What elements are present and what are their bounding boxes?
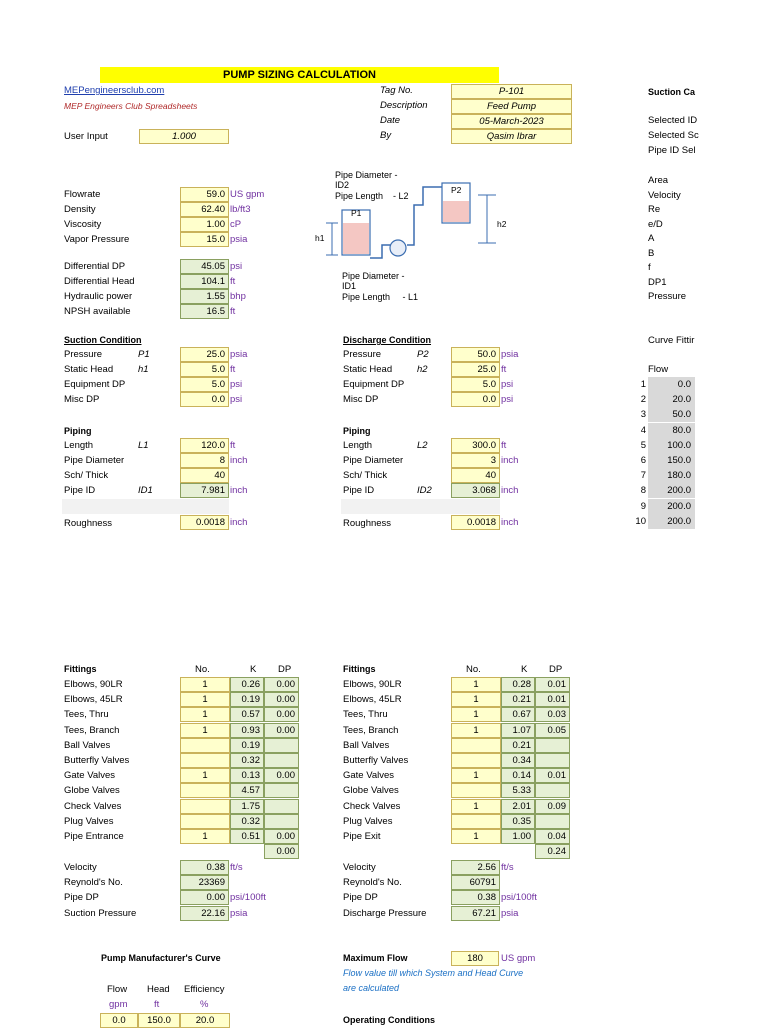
fittings_discharge-fitting-name: Gate Valves (343, 770, 395, 782)
site-subtitle: MEP Engineers Club Spreadsheets (64, 101, 198, 111)
right-label: e/D (648, 218, 663, 230)
fittings_discharge-fitting-name: Tees, Thru (343, 709, 388, 721)
date-field[interactable]: 05-March-2023 (451, 114, 572, 129)
result-value: 45.05 (180, 259, 229, 274)
fittings_suction-summary-value: 23369 (180, 875, 229, 890)
max-flow-label: Maximum Flow (343, 953, 408, 963)
fittings_discharge-summary-value: 60791 (451, 875, 500, 890)
discharge-piping-value: 3.068 (451, 483, 500, 498)
right-label: Selected Sc (648, 130, 699, 141)
suction-piping-unit: inch (230, 455, 248, 466)
fittings_discharge-summary-label: Discharge Pressure (343, 907, 427, 919)
fittings_suction-fitting-dp (264, 783, 299, 798)
process-unit: psia (230, 234, 248, 245)
fittings_suction-summary-value: 22.16 (180, 906, 229, 921)
suction-piping-value[interactable]: 40 (180, 468, 229, 483)
p1-text: P1 (351, 208, 362, 218)
curve-col-flow: Flow (107, 984, 128, 995)
fittings_discharge-fitting-dp: 0.05 (535, 723, 570, 738)
pipe-d1-label: Pipe Diameter - ID1 (342, 271, 405, 291)
curve-unit-efficiency: % (200, 999, 209, 1010)
fittings_suction-fitting-k: 0.19 (230, 738, 264, 753)
fittings_suction-fitting-dp (264, 814, 299, 829)
discharge-row-label: Misc DP (343, 394, 379, 405)
fittings_suction-fitting-name: Plug Valves (64, 815, 114, 827)
fittings_discharge-heading: Fittings (343, 664, 376, 674)
process-label: Flowrate (64, 189, 101, 200)
fittings_suction-fitting-dp (264, 738, 299, 753)
discharge-row-value[interactable]: 0.0 (451, 392, 500, 407)
fittings_suction-fitting-dp: 0.00 (264, 677, 299, 692)
fittings_suction-fitting-name: Globe Valves (64, 785, 120, 797)
suction-row-value[interactable]: 5.0 (180, 377, 229, 392)
fittings_suction-fitting-no[interactable]: 1 (180, 677, 230, 692)
result-label: Differential Head (64, 276, 135, 287)
fittings_suction-fitting-name: Elbows, 90LR (64, 679, 123, 690)
fittings_suction-summary-label: Velocity (64, 862, 97, 873)
discharge-piping-label: Pipe ID (343, 485, 375, 496)
fittings_suction-summary-value: 0.38 (180, 860, 229, 875)
discharge-piping-heading: Piping (343, 426, 371, 436)
flow-value: 200.0 (648, 514, 695, 529)
suction-roughness-unit: inch (230, 517, 248, 528)
fittings_discharge-fitting-no[interactable]: 1 (451, 829, 501, 844)
flow-index: 10 (635, 515, 646, 527)
fittings_suction-fitting-dp: 0.00 (264, 707, 299, 722)
fittings_suction-fitting-k: 0.13 (230, 768, 264, 783)
suction-piping-symbol: L1 (138, 440, 149, 451)
discharge-row-value[interactable]: 50.0 (451, 347, 500, 362)
flow-index: 8 (640, 485, 646, 497)
fittings_discharge-fitting-k: 0.67 (501, 707, 535, 722)
process-unit: US gpm (230, 189, 265, 200)
flow-value: 0.0 (648, 377, 695, 392)
curve-fitting-heading: Curve Fittir (648, 335, 695, 346)
process-value[interactable]: 1.00 (180, 217, 229, 232)
discharge-roughness-unit: inch (501, 517, 519, 528)
discharge-row-unit: ft (501, 364, 507, 375)
result-value: 104.1 (180, 274, 229, 289)
fittings_discharge-fitting-dp (535, 738, 570, 753)
fittings_suction-fitting-no[interactable]: 1 (180, 707, 230, 722)
fittings_suction-fitting-name: Elbows, 45LR (64, 694, 123, 706)
fittings_suction-fitting-k: 0.26 (230, 677, 264, 692)
user-input-label: User Input (64, 131, 108, 142)
right-label: Pressure (648, 291, 687, 302)
right-label: Selected ID (648, 115, 698, 126)
right-label: B (648, 247, 655, 259)
pump-curve-heading: Pump Manufacturer's Curve (101, 953, 221, 963)
flow-index: 4 (640, 424, 646, 436)
fittings_suction-fitting-no[interactable]: 1 (180, 829, 230, 844)
fittings_suction-total-dp: 0.00 (264, 844, 299, 859)
flow-index: 3 (640, 409, 646, 421)
fittings_discharge-fitting-k: 1.00 (501, 829, 535, 844)
suction-row-symbol: h1 (138, 364, 149, 375)
discharge-row-value[interactable]: 5.0 (451, 377, 500, 392)
curve-flow-cell[interactable]: 0.0 (100, 1013, 138, 1028)
by-label: By (380, 130, 392, 141)
suction-piping-label: Sch/ Thick (64, 470, 109, 481)
fittings_discharge-fitting-dp: 0.01 (535, 768, 570, 783)
discharge-row-label: Static Head (343, 364, 393, 375)
fittings_discharge-fitting-no[interactable]: 1 (451, 677, 501, 692)
discharge-heading: Discharge Condition (343, 335, 432, 345)
fittings_suction-summary-unit: psi/100ft (230, 892, 266, 904)
process-unit: lb/ft3 (230, 204, 251, 215)
fittings_discharge-fitting-dp: 0.01 (535, 677, 570, 692)
flow-index: 9 (640, 500, 646, 512)
fittings_suction-fitting-dp: 0.00 (264, 768, 299, 783)
discharge-row-value[interactable]: 25.0 (451, 362, 500, 377)
fittings_suction-fitting-dp: 0.00 (264, 723, 299, 738)
curve-col-head: Head (147, 984, 170, 995)
fittings_suction-fitting-k: 4.57 (230, 783, 264, 798)
suction-piping-unit: ft (230, 440, 236, 451)
h2-text: h2 (497, 219, 507, 229)
fittings_suction-fitting-no[interactable] (180, 783, 230, 798)
suction-row-value[interactable]: 0.0 (180, 392, 229, 407)
discharge-piping-value[interactable]: 3 (451, 453, 500, 468)
fittings_discharge-fitting-no[interactable]: 1 (451, 799, 501, 814)
suction-piping-label: Pipe Diameter (64, 455, 125, 466)
right-label: Re (648, 204, 661, 215)
right-label: f (648, 262, 651, 273)
discharge-row-unit: psia (501, 349, 519, 360)
fittings_discharge-fitting-name: Elbows, 90LR (343, 679, 402, 690)
fittings_suction-fitting-k: 0.32 (230, 814, 264, 829)
discharge-roughness-value[interactable]: 0.0018 (451, 515, 500, 530)
fittings_discharge-fitting-k: 0.21 (501, 692, 535, 707)
right-label: Pipe ID Sel (648, 145, 696, 156)
fittings_discharge-fitting-no[interactable]: 1 (451, 692, 501, 707)
fittings_discharge-fitting-name: Pipe Exit (343, 831, 381, 842)
suction-row-unit: ft (230, 364, 236, 375)
curve-head-cell[interactable]: 150.0 (138, 1013, 180, 1028)
pipe-l2-label: Pipe Length - L2 (335, 191, 409, 201)
flow-index: 5 (640, 439, 646, 451)
suction-row-value[interactable]: 5.0 (180, 362, 229, 377)
pipe-l1-label: Pipe Length - L1 (342, 292, 419, 302)
h1-text: h1 (315, 233, 325, 243)
fittings_discharge-fitting-dp: 0.03 (535, 707, 570, 722)
fittings_discharge-fitting-name: Check Valves (343, 800, 401, 812)
fittings_discharge-fitting-k: 0.28 (501, 677, 535, 692)
process-label: Vapor Pressure (64, 234, 130, 245)
fittings_suction-fitting-name: Tees, Thru (64, 709, 109, 721)
fittings_discharge-col-dp: DP (549, 664, 563, 675)
right-label: Velocity (648, 189, 681, 201)
flow-value: 20.0 (648, 392, 695, 407)
fittings_discharge-fitting-name: Tees, Branch (343, 724, 399, 736)
fittings_suction-summary-unit: psia (230, 907, 248, 919)
fittings_discharge-fitting-k: 0.21 (501, 738, 535, 753)
fittings_discharge-fitting-k: 5.33 (501, 783, 535, 798)
fittings_discharge-summary-unit: psia (501, 907, 519, 919)
flow-value: 100.0 (648, 438, 695, 453)
fittings_suction-summary-label: Pipe DP (64, 892, 99, 904)
discharge-piping-label: Pipe Diameter (343, 455, 404, 466)
flow-index: 2 (640, 394, 646, 406)
flow-value: 50.0 (648, 407, 695, 422)
right-label: DP1 (648, 276, 667, 288)
process-label: Viscosity (64, 219, 102, 230)
suction-row-unit: psia (230, 349, 248, 360)
fittings_suction-fitting-k: 0.93 (230, 723, 264, 738)
suction-piping-symbol: ID1 (138, 485, 153, 496)
suction-roughness-value[interactable]: 0.0018 (180, 515, 229, 530)
fittings_suction-fitting-no[interactable]: 1 (180, 768, 230, 783)
discharge-row-unit: psi (501, 394, 514, 405)
fittings_suction-fitting-dp (264, 753, 299, 768)
discharge-piping-value[interactable]: 300.0 (451, 438, 500, 453)
fittings_discharge-fitting-no[interactable]: 1 (451, 707, 501, 722)
discharge-piping-value[interactable]: 40 (451, 468, 500, 483)
flow-index: 7 (640, 470, 646, 482)
discharge-roughness-label: Roughness (343, 518, 392, 529)
discharge-row-symbol: h2 (417, 364, 428, 375)
result-unit: ft (230, 276, 236, 287)
suction-row-label: Equipment DP (64, 379, 126, 390)
process-value[interactable]: 59.0 (180, 187, 229, 202)
discharge-piping-unit: ft (501, 440, 507, 451)
tag-label: Tag No. (380, 85, 413, 96)
fittings_suction-col-dp: DP (278, 664, 292, 675)
fittings_suction-fitting-dp: 0.00 (264, 692, 299, 707)
fittings_suction-fitting-k: 0.57 (230, 707, 264, 722)
fittings_suction-summary-label: Reynold's No. (64, 877, 123, 889)
flow-value: 150.0 (648, 453, 695, 468)
curve-efficiency-cell[interactable]: 20.0 (180, 1013, 230, 1028)
fittings_discharge-summary-unit: ft/s (501, 862, 514, 873)
fittings_discharge-fitting-k: 0.35 (501, 814, 535, 829)
suction-piping-label: Length (64, 440, 94, 451)
process-unit: cP (230, 219, 242, 230)
curve-col-efficiency: Efficiency (184, 984, 225, 995)
flow-index: 6 (640, 455, 646, 466)
fittings_suction-fitting-no[interactable] (180, 799, 230, 814)
operating-heading: Operating Conditions (343, 1015, 435, 1025)
fittings_discharge-summary-unit: psi/100ft (501, 892, 537, 904)
tag-field[interactable]: P-101 (451, 84, 572, 99)
fittings_discharge-summary-label: Velocity (343, 862, 376, 873)
fittings_discharge-fitting-no[interactable] (451, 783, 501, 798)
fittings_discharge-fitting-name: Butterfly Valves (343, 755, 409, 766)
fittings_discharge-fitting-name: Plug Valves (343, 815, 393, 827)
description-field[interactable]: Feed Pump (451, 99, 572, 114)
date-label: Date (380, 115, 401, 126)
result-label: Hydraulic power (64, 291, 133, 302)
process-value[interactable]: 62.40 (180, 202, 229, 217)
fittings_discharge-fitting-name: Globe Valves (343, 785, 399, 797)
fittings_discharge-fitting-name: Elbows, 45LR (343, 694, 402, 706)
fittings_discharge-summary-label: Reynold's No. (343, 877, 402, 889)
process-value[interactable]: 15.0 (180, 232, 229, 247)
suction-piping-unit: inch (230, 485, 248, 496)
suction-heading: Suction Condition (64, 335, 142, 345)
description-label: Description (380, 100, 428, 111)
discharge-piping-symbol: ID2 (417, 485, 432, 496)
by-field[interactable]: Qasim Ibrar (451, 129, 572, 144)
suction-piping-heading: Piping (64, 426, 92, 436)
fittings_suction-fitting-name: Pipe Entrance (64, 831, 124, 842)
fittings_suction-summary-unit: ft/s (230, 862, 243, 873)
suction-row-label: Static Head (64, 364, 114, 375)
fittings_discharge-fitting-no[interactable] (451, 753, 501, 768)
discharge-piping-symbol: L2 (417, 440, 428, 451)
suction-row-symbol: P1 (138, 349, 150, 360)
fittings_suction-fitting-name: Ball Valves (64, 739, 111, 751)
result-value: 16.5 (180, 304, 229, 319)
right-heading: Suction Ca (648, 87, 696, 97)
fittings_discharge-summary-value: 0.38 (451, 890, 500, 905)
max-flow-unit: US gpm (501, 953, 536, 964)
suction-row-unit: psi (230, 394, 243, 405)
fittings_suction-fitting-dp (264, 799, 299, 814)
fittings_discharge-fitting-no[interactable] (451, 814, 501, 829)
fittings_suction-fitting-name: Tees, Branch (64, 724, 120, 736)
fittings_discharge-fitting-k: 2.01 (501, 799, 535, 814)
site-link[interactable]: MEPengineersclub.com (64, 85, 165, 96)
fittings_suction-fitting-k: 0.32 (230, 753, 264, 768)
fittings_discharge-summary-label: Pipe DP (343, 892, 378, 904)
fittings_suction-fitting-no[interactable] (180, 738, 230, 753)
right-label: Area (648, 175, 669, 186)
flow-value: 180.0 (648, 468, 695, 483)
fittings_discharge-col-no: No. (466, 664, 481, 675)
user-input-field[interactable]: 1.000 (139, 129, 229, 144)
max-flow-field[interactable]: 180 (451, 951, 499, 966)
fittings_suction-fitting-no[interactable] (180, 753, 230, 768)
suction-row-unit: psi (230, 379, 243, 390)
fittings_suction-col-k: K (250, 664, 257, 675)
fittings_suction-summary-value: 0.00 (180, 890, 229, 905)
fittings_discharge-fitting-no[interactable]: 1 (451, 768, 501, 783)
suction-blank-row (62, 499, 229, 514)
discharge-row-unit: psi (501, 379, 514, 390)
fittings_discharge-fitting-no[interactable]: 1 (451, 723, 501, 738)
fittings_discharge-fitting-dp: 0.01 (535, 692, 570, 707)
result-unit: ft (230, 306, 236, 317)
curve-unit-flow: gpm (109, 999, 128, 1010)
fittings_discharge-fitting-dp: 0.09 (535, 799, 570, 814)
suction-row-label: Pressure (64, 349, 103, 360)
suction-piping-label: Pipe ID (64, 485, 96, 496)
suction-piping-value: 7.981 (180, 483, 229, 498)
discharge-piping-unit: inch (501, 455, 519, 466)
page-title: PUMP SIZING CALCULATION (100, 67, 499, 83)
fittings_suction-fitting-k: 1.75 (230, 799, 264, 814)
fittings_suction-fitting-no[interactable]: 1 (180, 692, 230, 707)
suction-piping-value[interactable]: 8 (180, 453, 229, 468)
fittings_discharge-summary-value: 67.21 (451, 906, 500, 921)
flow-label: Flow (648, 364, 669, 375)
fittings_suction-col-no: No. (195, 664, 210, 675)
curve-unit-head: ft (154, 999, 160, 1010)
flow-index: 1 (640, 379, 646, 390)
right-label: A (648, 233, 655, 244)
fittings_suction-fitting-k: 0.19 (230, 692, 264, 707)
fittings_discharge-fitting-dp (535, 783, 570, 798)
result-label: Differential DP (64, 261, 126, 272)
flow-value: 200.0 (648, 483, 695, 498)
fittings_suction-fitting-k: 0.51 (230, 829, 264, 844)
max-flow-note-2: are calculated (343, 983, 400, 993)
fittings_discharge-fitting-name: Ball Valves (343, 739, 390, 751)
discharge-piping-unit: inch (501, 485, 519, 496)
discharge-row-label: Equipment DP (343, 379, 405, 390)
process-label: Density (64, 204, 96, 215)
fittings_discharge-summary-value: 2.56 (451, 860, 500, 875)
flow-value: 80.0 (648, 423, 695, 438)
fittings_suction-fitting-no[interactable]: 1 (180, 723, 230, 738)
fittings_suction-fitting-name: Gate Valves (64, 770, 116, 782)
fittings_discharge-fitting-no[interactable] (451, 738, 501, 753)
fittings_discharge-fitting-k: 0.34 (501, 753, 535, 768)
result-unit: bhp (230, 291, 246, 302)
result-value: 1.55 (180, 289, 229, 304)
discharge-piping-label: Length (343, 440, 373, 451)
discharge-row-label: Pressure (343, 349, 382, 360)
fittings_discharge-fitting-k: 0.14 (501, 768, 535, 783)
fittings_discharge-fitting-dp: 0.04 (535, 829, 570, 844)
fittings_discharge-total-dp: 0.24 (535, 844, 570, 859)
max-flow-note-1: Flow value till which System and Head Curve (343, 968, 524, 978)
result-label: NPSH available (64, 306, 131, 317)
fittings_suction-fitting-name: Check Valves (64, 800, 122, 812)
fittings_discharge-fitting-k: 1.07 (501, 723, 535, 738)
fittings_suction-fitting-no[interactable] (180, 814, 230, 829)
fittings_discharge-fitting-dp (535, 814, 570, 829)
discharge-blank-row (341, 499, 500, 514)
fittings_suction-summary-label: Suction Pressure (64, 907, 137, 919)
fittings_suction-fitting-dp: 0.00 (264, 829, 299, 844)
result-unit: psi (230, 261, 243, 272)
suction-row-label: Misc DP (64, 394, 100, 405)
suction-row-value[interactable]: 25.0 (180, 347, 229, 362)
fittings_suction-fitting-name: Butterfly Valves (64, 755, 130, 766)
p2-text: P2 (451, 185, 462, 195)
fittings_discharge-col-k: K (521, 664, 528, 675)
suction-piping-value[interactable]: 120.0 (180, 438, 229, 453)
flow-value: 200.0 (648, 499, 695, 514)
fittings_suction-heading: Fittings (64, 664, 97, 674)
suction-roughness-label: Roughness (64, 518, 113, 529)
pipe-d2-label: Pipe Diameter - ID2 (335, 170, 398, 190)
fittings_discharge-fitting-dp (535, 753, 570, 768)
discharge-piping-label: Sch/ Thick (343, 470, 388, 481)
discharge-row-symbol: P2 (417, 349, 429, 360)
